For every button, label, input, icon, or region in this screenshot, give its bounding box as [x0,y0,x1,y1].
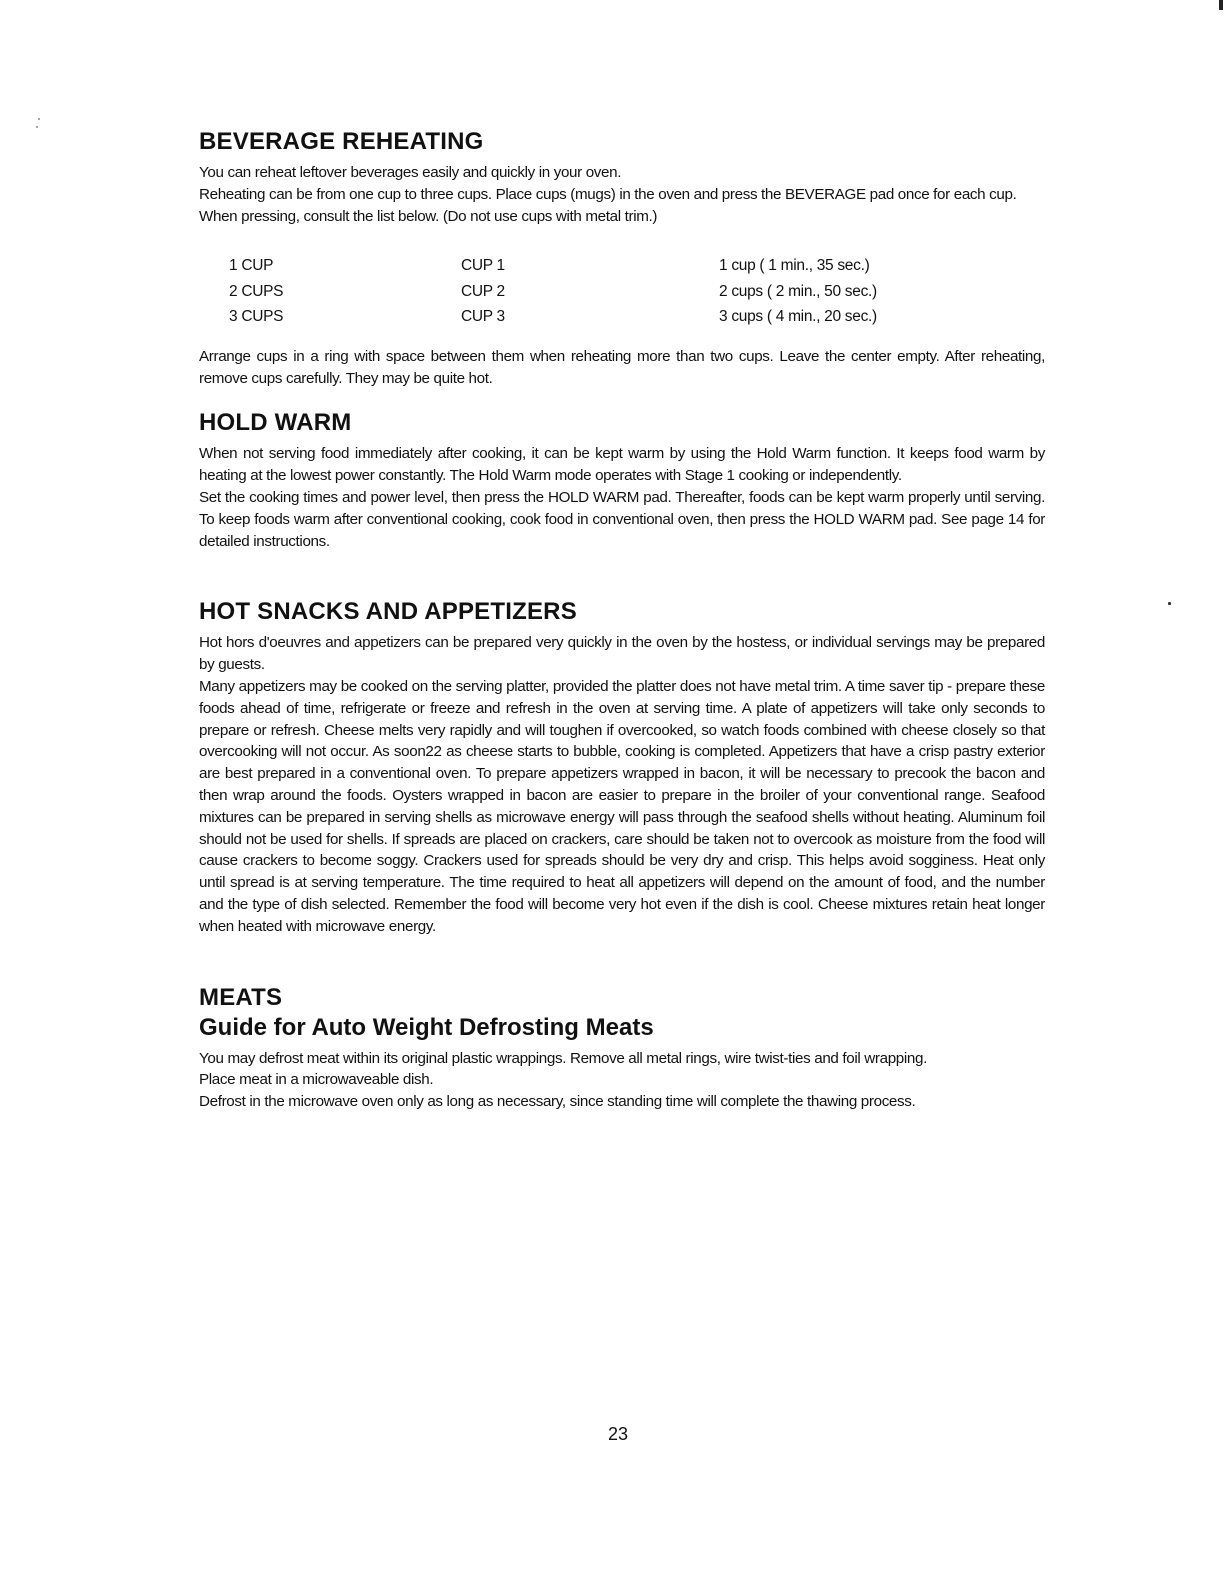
cup-amount: 1 CUP [229,257,274,275]
beverage-cup-table [229,253,877,330]
meats-line: Defrost in the microwave oven only as long as necessary, since standing time will complete the thawing process. [199,1093,916,1111]
hold-warm-paragraph: When not serving food immediately after cooking, it can be kept warm by using the Hold Warm function. It keeps food warm by heating at the lowest power constantly. The Hold Warm mode operates with Stage 1 cooking or independently. [199,445,1045,485]
beverage-reheating-heading: BEVERAGE REHEATING [199,128,484,155]
hold-warm-paragraph: Set the cooking times and power level, then press the HOLD WARM pad. Thereafter, foods can be kept warm properly until serving. To keep foods warm after conventional cooking, cook food in conventional oven, then press the HOLD WARM pad. See page 14 for detailed instructions. [199,489,1045,550]
meats-line: Place meat in a microwaveable dish. [199,1071,434,1089]
hot-snacks-paragraph: Hot hors d'oeuvres and appetizers can be prepared very quickly in the oven by the hostess, or individual servings may be prepared by guests. [199,634,1045,674]
cup-display: CUP 1 [461,257,505,275]
hot-snacks-heading: HOT SNACKS AND APPETIZERS [199,598,577,626]
beverage-intro-line: Reheating can be from one cup to three cups. Place cups (mugs) in the oven and press the BEVERAGE pad once for each cup. [199,185,1017,203]
scan-speck [36,126,38,128]
scan-speck [38,118,40,120]
page-number: 23 [607,1424,629,1444]
cup-display: CUP 2 [461,282,505,300]
meats-line: You may defrost meat within its original plastic wrappings. Remove all metal rings, wire twist-ties and foil wrapping. [199,1049,927,1067]
cup-display: CUP 3 [461,308,505,326]
table-row [229,279,877,305]
scan-edge-mark [1219,0,1223,10]
scan-speck [1168,602,1171,605]
cup-amount: 2 CUPS [229,282,284,300]
table-row [229,253,877,279]
hot-snacks-section [199,598,1045,937]
meats-heading: MEATS [199,983,283,1011]
meats-subheading: Guide for Auto Weight Defrosting Meats [199,1013,654,1041]
page-content [199,128,1045,1133]
cup-time: 1 cup ( 1 min., 35 sec.) [719,257,870,275]
beverage-reheating-section [199,128,1045,389]
cup-time: 2 cups ( 2 min., 50 sec.) [719,282,877,300]
table-row [229,304,877,330]
beverage-intro-line: When pressing, consult the list below. (Do not use cups with metal trim.) [199,207,658,225]
beverage-after-paragraph: Arrange cups in a ring with space between them when reheating more than two cups. Leave the center empty. After reheating, remove cups carefully. They may be quite hot. [199,347,1045,387]
beverage-intro-line: You can reheat leftover beverages easily and quickly in your oven. [199,164,622,181]
hold-warm-heading: HOLD WARM [199,409,352,437]
cup-amount: 3 CUPS [229,308,284,326]
hold-warm-section [199,409,1045,552]
meats-section [199,984,1045,1113]
cup-time: 3 cups ( 4 min., 20 sec.) [719,308,877,326]
hot-snacks-paragraph: Many appetizers may be cooked on the serving platter, provided the platter does not have metal trim. A time saver tip - prepare these foods ahead of time, refrigerate or freeze and refresh in the oven at serving time. A plate of appetizers will take only seconds to prepare or refresh. Cheese melts very rapidly and will toughen if overcooked, so watch foods combined with cheese closely so that overcooking will not occur. As soon22 as cheese starts to bubble, cooking is completed. Appetizers that have a crisp pastry exterior are best prepared in a conventional oven. To prepare appetizers wrapped in bacon, it will be necessary to precook the bacon and then wrap around the foods. Oysters wrapped in bacon are easier to prepare in the broiler of your conventional range. Seafood mixtures can be prepared in serving shells as microwave energy will pass through the seafood shells without heating. Aluminum foil should not be used for shells. If spreads are placed on crackers, care should be taken not to overcook as moisture from the food will cause crackers to become soggy. Crackers used for spreads should be very dry and crisp. This helps avoid sogginess. Heat only until spread is at serving temperature. The time required to heat all appetizers will depend on the amount of food, and the number and the type of dish selected. Remember the food will become very hot even if the dish is cool. Cheese mixtures retain heat longer when heated with microwave energy. [199,678,1045,935]
